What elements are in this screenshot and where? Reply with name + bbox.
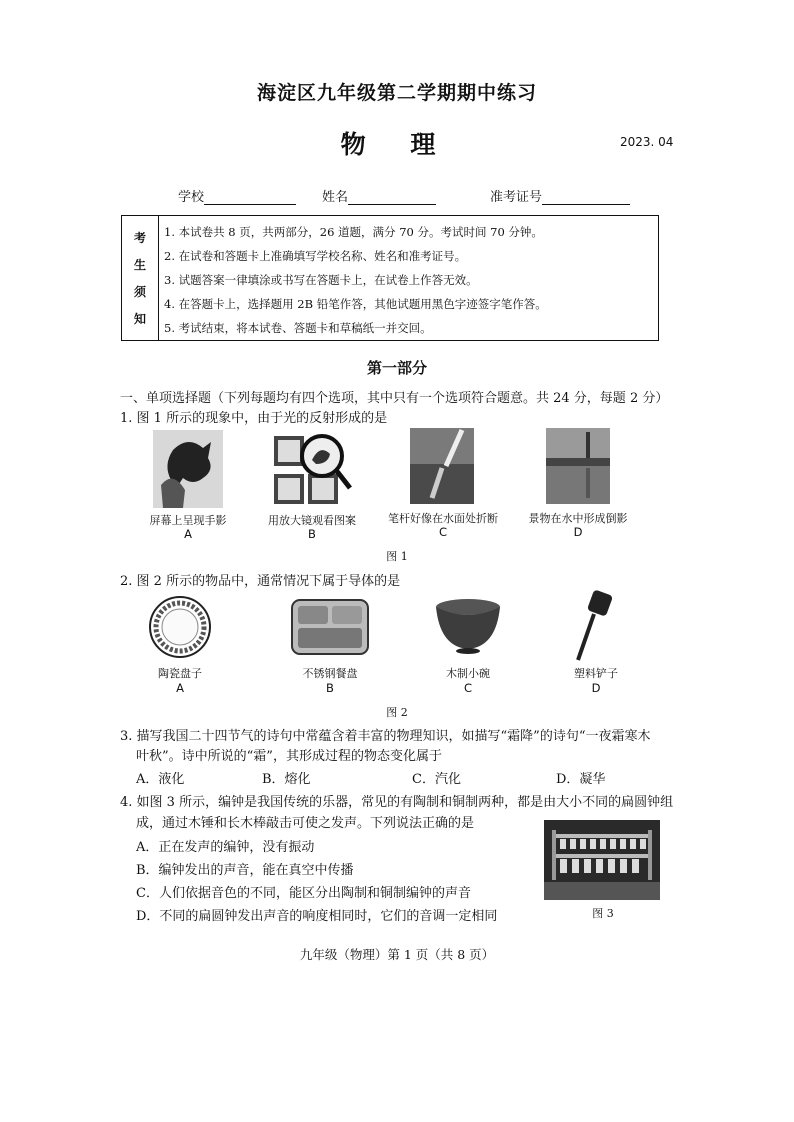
q4-choice-a: A．正在发声的编钟，没有振动	[136, 840, 315, 855]
figure3-label: 图 3	[592, 907, 614, 920]
q4-image-chime-bells	[544, 820, 660, 900]
part-title: 第一部分	[366, 359, 427, 377]
q1-option-a-letter: A	[184, 527, 192, 541]
school-blank	[204, 190, 296, 205]
q4-line1: 4. 如图 3 所示，编钟是我国传统的乐器，常见的有陶制和铜制两种，都是由大小不同的扁圆钟组	[120, 795, 674, 810]
q1-image-reflection	[546, 428, 610, 504]
q1-image-hand-shadow	[153, 430, 223, 508]
q4-choice-c: C．人们依据音色的不同，能区分出陶制和铜制编钟的声音	[136, 886, 471, 901]
school-label: 学校	[178, 190, 205, 205]
notice-item: 4. 在答题卡上，选择题用 2B 铅笔作答，其他试题用黑色字迹签字笔作答。	[164, 297, 547, 311]
q1-option-d-letter: D	[573, 525, 583, 539]
q2-option-b-letter: B	[326, 681, 334, 695]
q2-option-c-letter: C	[463, 681, 473, 695]
q3-choice-d: D．凝华	[556, 772, 606, 787]
exam-date: 2023. 04	[620, 135, 674, 149]
figure1-label: 图 1	[386, 550, 408, 563]
name-label: 姓名	[322, 190, 349, 205]
subject-title: 物 理	[340, 130, 454, 159]
q2-option-a-letter: A	[176, 681, 184, 695]
q2-image-wooden-bowl	[434, 597, 502, 655]
q3-line1: 3. 描写我国二十四节气的诗句中常蕴含着丰富的物理知识，如描写“霜降”的诗句“一夜霜寒木	[120, 729, 651, 744]
notice-item: 1. 本试卷共 8 页，共两部分，26 道题，满分 70 分。考试时间 70 分钟。	[164, 225, 543, 239]
q2-option-b-caption: 不锈钢餐盘	[302, 667, 358, 680]
notice-item: 3. 试题答案一律填涂或书写在答题卡上，在试卷上作答无效。	[164, 273, 478, 287]
q4-line2: 成，通过木锤和长木棒敲击可使之发声。下列说法正确的是	[136, 816, 475, 831]
q4-choice-d: D．不同的扁圆钟发出声音的响度相同时，它们的音调一定相同	[136, 909, 498, 924]
school-field	[178, 186, 296, 205]
candidate-notice-box	[121, 215, 659, 341]
q1-option-d-caption: 景物在水中形成倒影	[528, 512, 628, 525]
section1-heading: 一、单项选择题（下列每题均有四个选项，其中只有一个选项符合题意。共 24 分，每题 2 分）	[120, 391, 669, 406]
q2-option-d-letter: D	[591, 681, 601, 695]
exam-id-field	[490, 186, 630, 205]
q3-line2: 叶秋”。诗中所说的“霜”，其形成过程的物态变化属于	[136, 749, 442, 764]
figure2-label: 图 2	[386, 706, 408, 719]
q1-option-a-caption: 屏幕上呈现手影	[149, 514, 227, 527]
q1-option-c-caption: 笔杆好像在水面处折断	[388, 512, 498, 525]
q1-option-c-letter: C	[438, 525, 448, 539]
q3-choice-a: A．液化	[136, 772, 185, 787]
notice-item: 2. 在试卷和答题卡上准确填写学校名称、姓名和准考证号。	[164, 249, 467, 263]
name-field	[322, 186, 436, 205]
q2-image-ceramic-plate	[148, 595, 212, 659]
q2-option-d-caption: 塑料铲子	[574, 667, 618, 680]
q2-stem: 2. 图 2 所示的物品中，通常情况下属于导体的是	[120, 574, 401, 589]
exam-id-label: 准考证号	[490, 190, 543, 205]
notice-items	[164, 220, 654, 340]
page-footer: 九年级（物理）第 1 页（共 8 页）	[299, 947, 495, 962]
q1-image-magnifier	[272, 430, 352, 508]
notice-item: 5. 考试结束，将本试卷、答题卡和草稿纸一并交回。	[164, 321, 432, 335]
notice-side-label: 考 生 须 知	[122, 216, 159, 340]
q2-image-steel-tray	[290, 596, 370, 658]
q1-image-pencil-in-water	[410, 428, 474, 504]
q3-choice-c: C．汽化	[412, 772, 461, 787]
exam-id-blank	[542, 190, 630, 205]
q1-option-b-letter: B	[308, 527, 316, 541]
q1-stem: 1. 图 1 所示的现象中，由于光的反射形成的是	[120, 411, 388, 426]
q3-choice-b: B．熔化	[262, 772, 311, 787]
exam-title: 海淀区九年级第二学期期中练习	[256, 82, 537, 104]
q2-image-plastic-spatula	[572, 590, 612, 662]
q2-option-a-caption: 陶瓷盘子	[158, 667, 202, 680]
q1-option-b-caption: 用放大镜观看图案	[268, 514, 356, 527]
q4-choice-b: B．编钟发出的声音，能在真空中传播	[136, 863, 354, 878]
q2-option-c-caption: 木制小碗	[446, 667, 490, 680]
name-blank	[348, 190, 436, 205]
